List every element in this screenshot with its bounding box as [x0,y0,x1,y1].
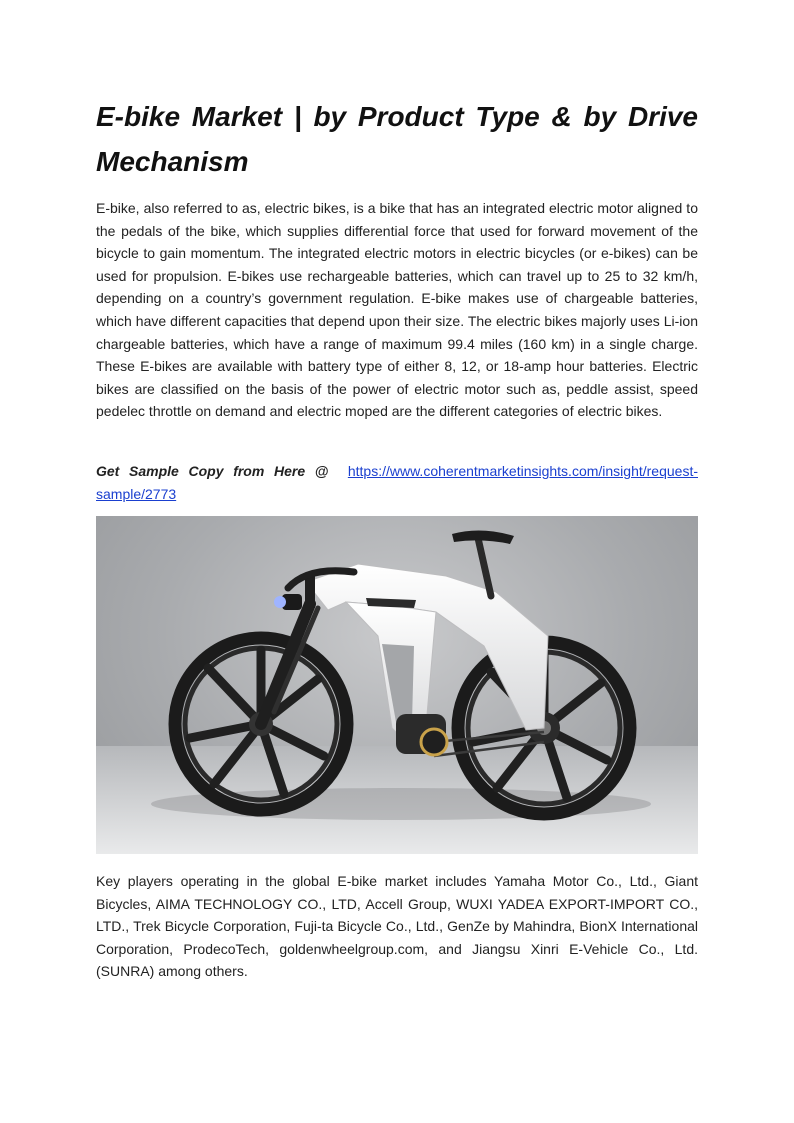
page-title: E-bike Market | by Product Type & by Drive Mechanism [96,101,698,177]
key-players-paragraph: Key players operating in the global E-bike market includes Yamaha Motor Co., Ltd., Giant Bicycles, AIMA TECHNOLOGY CO., LTD, Accell Group, WUXI YADEA EXPORT-IMPORT CO., LTD., Trek Bicycle Corporation, Fuji-ta Bicycle Co., Ltd., GenZe by Mahindra, BionX International Corporation, ProdecoTech, goldenwheelgroup.com, and Jiangsu Xinri E-Vehicle Co., Ltd. (SUNRA) among others. [96,873,698,980]
sample-copy-line [96,460,698,505]
sample-copy-link[interactable]: https://www.coherentmarketinsights.com/insight/request-sample/2773 [96,463,698,502]
saddle [452,530,514,544]
intro-paragraph: E-bike, also referred to as, electric bikes, is a bike that has an integrated electric motor aligned to the pedals of the bike, which supplies differential force that used for forward movement of the bicycle to gain momentum. The integrated electric motors in electric bicycles (or e-bikes) can be used for propulsion. E-bikes use rechargeable batteries, which can travel up to 25 to 32 km/h, depending on a country’s government regulation. E-bike makes use of chargeable batteries, which have different capacities that depend upon their size. The electric bikes majorly uses Li-ion chargeable batteries, which have a range of maximum 99.4 miles (160 km) in a single charge. These E-bikes are available with battery type of either 8, 12, or 18-amp hour batteries. Electric bikes are classified on the basis of the power of electric motor such as, peddle assist, speed pedelec throttle on demand and electric moped are the different categories of electric bikes. [96,200,698,420]
ebike-photo [96,516,698,854]
ebike-illustration [96,516,698,854]
motor [396,714,447,755]
sample-copy-label: Get Sample Copy from Here @ [96,463,329,479]
